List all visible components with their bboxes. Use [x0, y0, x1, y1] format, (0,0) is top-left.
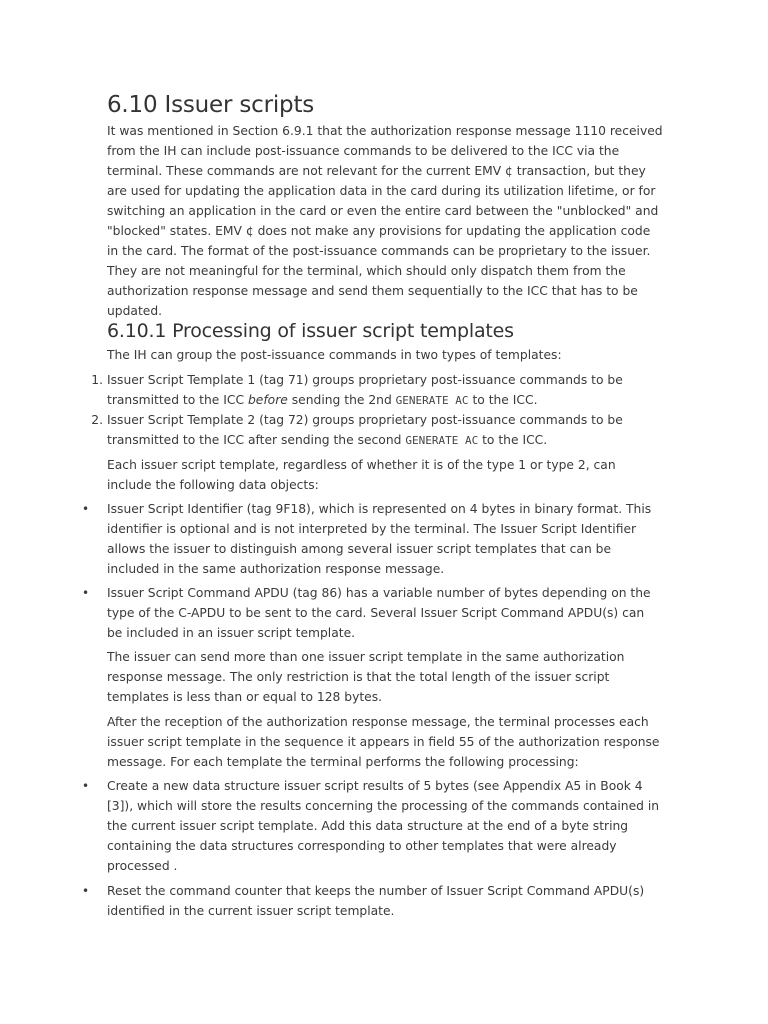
bullet-glyph: • [82, 884, 90, 898]
processing-paragraph: After the reception of the authorization response message, the terminal processes each issuer script template in the sequence it appears in field 55 of the authorization response message. For each template the terminal performs the following processing: [107, 715, 660, 769]
item-text: Create a new data structure issuer script results of 5 bytes (see Appendix A5 in Book 4 [3]), which will store the results concerning the processing of the commands contained in the current issuer script template. Add this data structure at the end of a byte string containing the data structures corresponding to other templates that were already processed . [107, 779, 660, 873]
bullet-glyph: • [82, 502, 90, 516]
item-text: to the ICC. [468, 393, 538, 407]
numbered-item [91, 370, 663, 411]
item-text: Issuer Script Command APDU (tag 86) has a variable number of bytes depending on the type of the C-APDU to be sent to the card. Several Issuer Script Command APDU(s) can be included in an issuer script template. [107, 586, 651, 640]
subsection-heading: 6.10.1 Processing of issuer script templates [107, 320, 514, 342]
list-number: 2. [91, 413, 103, 427]
item-text: to the ICC. [478, 433, 548, 447]
section-heading: 6.10 Issuer scripts [107, 92, 315, 118]
bullet-item [82, 881, 663, 921]
numbered-item [91, 410, 663, 451]
item-text: Issuer Script Identifier (tag 9F18), which is represented on 4 bytes in binary format. This identifier is optional and is not interpreted by the terminal. The Issuer Script Identifier allows the issuer to distinguish among several issuer script templates that can be included in the same authorization response message. [107, 502, 652, 576]
item-text: sending the 2nd [287, 393, 396, 407]
bullet-item [82, 583, 663, 643]
bullet-glyph: • [82, 779, 90, 793]
intro-paragraph: It was mentioned in Section 6.9.1 that the authorization response message 1110 received from the IH can include post-issuance commands to be delivered to the ICC via the terminal. These commands are not relevant for the current EMV ¢ transaction, but they are used for updating the application data in the card during its utilization lifetime, or for switching an application in the card or even the entire card between the "unblocked" and "blocked" states. EMV ¢ does not make any provisions for updating the application code in the card. The format of the post-issuance commands can be proprietary to the issuer. They are not meaningful for the terminal, which should only dispatch them from the authorization response message and send them sequentially to the ICC that has to be updated. [107, 124, 663, 318]
item-text: Issuer Script Template 2 (tag 72) groups proprietary post-issuance commands to be transmitted to the ICC after sending the second [107, 413, 623, 447]
item-code: GENERATE AC [395, 394, 469, 407]
item-code: GENERATE AC [405, 434, 479, 447]
bullet-glyph: • [82, 586, 90, 600]
item-text: Reset the command counter that keeps the number of Issuer Script Command APDU(s) identified in the current issuer script template. [107, 884, 645, 918]
list-number: 1. [91, 373, 103, 387]
objects-paragraph: Each issuer script template, regardless of whether it is of the type 1 or type 2, can include the following data objects: [107, 458, 616, 492]
bullet-item [82, 776, 663, 876]
item-text: Issuer Script Template 1 (tag 71) groups proprietary post-issuance commands to be transmitted to the ICC [107, 373, 623, 407]
item-emphasis: before [247, 393, 288, 407]
bullet-item [82, 499, 663, 579]
lead-paragraph: The IH can group the post-issuance commands in two types of templates: [107, 348, 562, 362]
multiple-templates-paragraph: The issuer can send more than one issuer script template in the same authorization response message. The only restriction is that the total length of the issuer script templates is less than or equal to 128 bytes. [107, 650, 625, 704]
